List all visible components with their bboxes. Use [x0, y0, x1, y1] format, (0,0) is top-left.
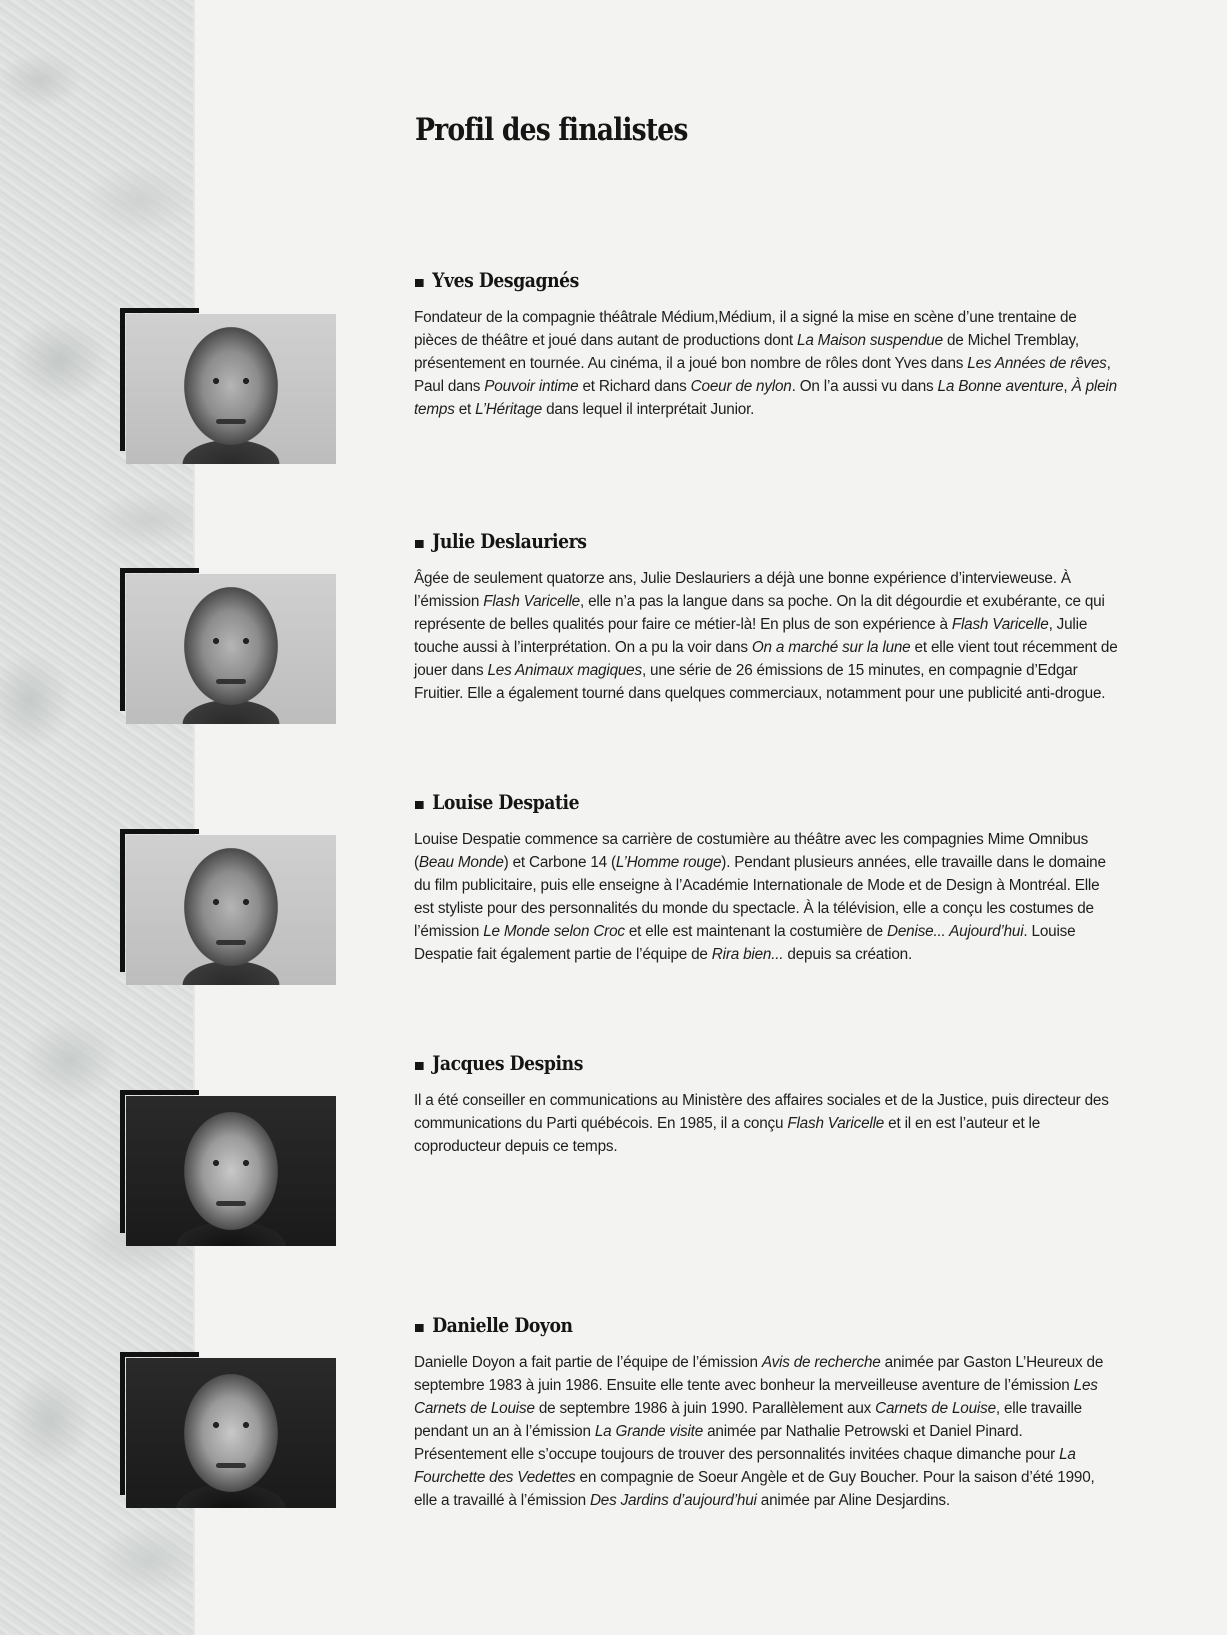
bio-text: Louise Despatie commence sa carrière de costumière au théâtre avec les compagnies Mime Omnibus ( [414, 831, 1089, 871]
bio-text: animée par Aline Desjardins. [756, 1492, 950, 1509]
bio-title-italic: Des Jardins d’aujourd’hui [589, 1492, 757, 1509]
bio-title-italic: Les Carnets de Louise [414, 1377, 1098, 1417]
bio-title-italic: Les Années de rêves [967, 355, 1107, 372]
bio-text: . Louise Despatie fait également partie de l’équipe de [414, 923, 1076, 963]
finalist-name [415, 1051, 583, 1075]
bio-title-italic: Flash Varicelle [483, 593, 580, 610]
bio-text: en compagnie de Soeur Angèle et de Guy Boucher. Pour la saison d’été 1990, elle a travaillé à l’émission [414, 1469, 1095, 1509]
bio-title-italic: L’Héritage [475, 401, 543, 418]
bio-title-italic: La Grande visite [594, 1423, 704, 1440]
photo-mouth [216, 940, 246, 945]
bio-title-italic: Pouvoir intime [484, 378, 579, 395]
bio-text: animée par Nathalie Petrowski et Daniel Pinard. Présentement elle s’occupe toujours de trouver des personnalités invitées chaque dimanche pour [414, 1423, 1060, 1463]
bio-text: de septembre 1986 à juin 1990. Parallèlement aux [534, 1400, 876, 1417]
bio-title-italic: La Fourchette des Vedettes [414, 1446, 1076, 1486]
finalist-photo [126, 835, 336, 985]
finalist-photo [126, 1358, 336, 1508]
photo-mouth [216, 1201, 246, 1206]
bio-text: . On l’a aussi vu dans [791, 378, 938, 395]
bio-title-italic: Denise... Aujourd’hui [887, 923, 1024, 940]
bio-text: et elle est maintenant la costumière de [624, 923, 888, 940]
finalist-name-text: Danielle Doyon [432, 1313, 573, 1337]
bio-text: ) et Carbone 14 ( [503, 854, 616, 871]
page-title [415, 112, 688, 148]
bio-text: et Richard dans [578, 378, 691, 395]
finalist-photo-frame [120, 829, 336, 985]
bio-text: , elle travaille pendant un an à l’émission [414, 1400, 1082, 1440]
bio-text: depuis sa création. [783, 946, 913, 963]
photo-eyes [204, 377, 258, 385]
bio-text: et il en est l’auteur et le coproducteur depuis ce temps. [414, 1115, 1041, 1155]
bio-title-italic: Le Monde selon Croc [483, 923, 625, 940]
finalist-name [415, 790, 579, 814]
photo-eyes [204, 898, 258, 906]
finalist-bio [414, 1351, 1119, 1512]
bio-title-italic: Coeur de nylon [690, 378, 792, 395]
finalist-photo [126, 1096, 336, 1246]
photo-mouth [216, 679, 246, 684]
finalist-name [415, 1313, 573, 1337]
bullet-square-icon [415, 540, 424, 548]
bio-title-italic: À plein temps [414, 378, 1117, 418]
page-title-text: Profil des finalistes [415, 112, 688, 148]
bio-text: et elle vient tout récemment de jouer dans [414, 639, 1118, 679]
bio-text: dans lequel il interprétait Junior. [542, 401, 755, 418]
bio-title-italic: Beau Monde [418, 854, 504, 871]
finalist-bio [414, 1089, 1119, 1158]
photo-eyes [204, 637, 258, 645]
finalist-photo [126, 314, 336, 464]
finalist-name-text: Jacques Despins [432, 1051, 583, 1075]
bio-text: et [454, 401, 476, 418]
finalist-photo-frame [120, 568, 336, 724]
bio-title-italic: La Maison suspendue [797, 332, 943, 349]
finalist-name-text: Louise Despatie [432, 790, 580, 814]
bio-text: , [1063, 378, 1072, 395]
bio-text: , elle n’a pas la langue dans sa poche. On la dit dégourdie et exubérante, ce qui représente de belles qualités pour faire ce métier-là! En plus de son expérience à [414, 593, 1105, 633]
bio-text: ). Pendant plusieurs années, elle travaille dans le domaine du film publicitaire, puis elle enseigne à l’Académie Internationale de Mode et de Design à Montréal. Elle est styliste pour des personnalités du monde du spectacle. À la télévision, elle a conçu les costumes de l’émission [414, 854, 1106, 940]
photo-eyes [204, 1421, 258, 1429]
bio-title-italic: Flash Varicelle [951, 616, 1049, 633]
finalist-photo-frame [120, 308, 336, 464]
finalist-photo-frame [120, 1090, 336, 1246]
photo-mouth [216, 1463, 246, 1468]
finalist-name-text: Julie Deslauriers [432, 529, 587, 553]
bio-title-italic: Rira bien... [711, 946, 784, 963]
bio-text: Danielle Doyon a fait partie de l’équipe de l’émission [414, 1354, 762, 1371]
bio-text: animée par Gaston L’Heureux de septembre 1983 à juin 1986. Ensuite elle tente avec bonheur la merveilleuse aventure de l’émission [414, 1354, 1104, 1394]
finalist-bio [414, 567, 1119, 705]
finalist-photo-frame [120, 1352, 336, 1508]
bullet-square-icon [415, 1062, 424, 1070]
bio-text: de Michel Tremblay, présentement en tournée. Au cinéma, il a joué bon nombre de rôles dont Yves dans [414, 332, 1079, 372]
finalist-photo [126, 574, 336, 724]
bio-title-italic: Carnets de Louise [875, 1400, 996, 1417]
bio-text: , une série de 26 émissions de 15 minutes, en compagnie d’Edgar Fruitier. Elle a également tourné dans quelques commerciaux, notamment pour une publicité anti-drogue. [414, 662, 1106, 702]
bio-title-italic: On a marché sur la lune [751, 639, 911, 656]
bullet-square-icon [415, 279, 424, 287]
bio-text: , Paul dans [414, 355, 1111, 395]
finalist-name [415, 268, 579, 292]
bullet-square-icon [415, 1324, 424, 1332]
bio-title-italic: Flash Varicelle [787, 1115, 885, 1132]
bio-text: Il a été conseiller en communications au Ministère des affaires sociales et de la Justice, puis directeur des communications du Parti québécois. En 1985, il a conçu [414, 1092, 1109, 1132]
bio-title-italic: Avis de recherche [761, 1354, 881, 1371]
finalist-name [415, 529, 587, 553]
bio-text: Âgée de seulement quatorze ans, Julie Deslauriers a déjà une bonne expérience d’intervieweuse. À l’émission [414, 570, 1071, 610]
bio-title-italic: Les Animaux magiques [487, 662, 642, 679]
finalist-bio [414, 828, 1119, 966]
bio-text: , Julie touche aussi à l’interprétation. On a pu la voir dans [414, 616, 1088, 656]
bio-title-italic: La Bonne aventure [937, 378, 1064, 395]
finalist-bio [414, 306, 1119, 421]
bullet-square-icon [415, 801, 424, 809]
bio-title-italic: L’Homme rouge [615, 854, 722, 871]
photo-eyes [204, 1159, 258, 1167]
finalist-name-text: Yves Desgagnés [432, 268, 579, 292]
bio-text: Fondateur de la compagnie théâtrale Médium,Médium, il a signé la mise en scène d’une trentaine de pièces de théâtre et joué dans autant de productions dont [414, 309, 1077, 349]
photo-mouth [216, 419, 246, 424]
